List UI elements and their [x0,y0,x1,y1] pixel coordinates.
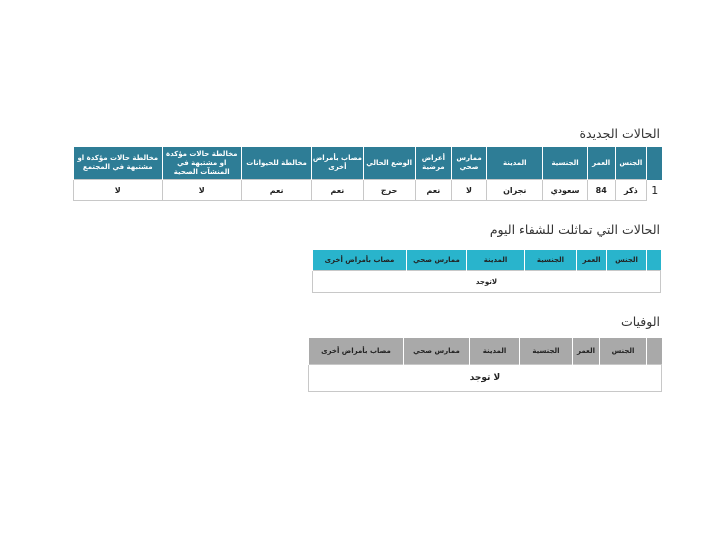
header-health-practitioner: ممارس صحي [407,250,467,271]
deaths-table [308,338,662,392]
cell-gender: ذكر [615,180,646,201]
header-age: العمر [587,147,615,180]
index-header [647,338,662,365]
cell-current-status: حرج [363,180,415,201]
header-health-practitioner: ممارس صحي [404,338,470,365]
header-age: العمر [573,338,600,365]
new-cases-header-row [74,147,663,180]
cell-other-diseases: نعم [312,180,363,201]
header-community-contact: مخالطة حالات مؤكدة او مشتبهة في المجتمع [74,147,163,180]
header-other-diseases: مصاب بأمراض أخرى [309,338,404,365]
header-gender: الجنس [615,147,646,180]
header-city: المدينة [467,250,525,271]
header-other-diseases: مصاب بأمراض أخرى [313,250,407,271]
new-cases-table [73,147,663,201]
cell-facility-contact: لا [162,180,241,201]
row-index: 1 [651,183,659,197]
header-facility-contact: مخالطة حالات مؤكدة او مشتبهة في المنشآت الصحية [162,147,241,180]
cell-nationality: سعودي [543,180,587,201]
header-nationality: الجنسية [520,338,573,365]
recovered-table [312,250,661,293]
header-health-practitioner: ممارس صحي [451,147,486,180]
header-city: المدينة [487,147,543,180]
table-row [309,365,662,392]
table-row [313,271,661,293]
index-header [646,147,662,180]
header-nationality: الجنسية [525,250,577,271]
header-city: المدينة [470,338,520,365]
empty-message: لاتوجد [313,271,661,293]
header-animal-contact: مخالطة للحيوانات [241,147,311,180]
header-current-status: الوضع الحالي [363,147,415,180]
cell-animal-contact: نعم [241,180,311,201]
header-gender: الجنس [600,338,647,365]
table-row [74,180,663,201]
header-nationality: الجنسية [543,147,587,180]
recovered-title: الحالات التي تماثلت للشفاء اليوم [489,222,660,237]
header-gender: الجنس [607,250,647,271]
cell-community-contact: لا [74,180,163,201]
deaths-header-row [309,338,662,365]
header-symptoms: أعراض مرضية [415,147,451,180]
header-other-diseases: مصاب بأمراض أخرى [312,147,363,180]
deaths-title: الوفيات [620,314,660,329]
new-cases-title: الحالات الجديدة [579,126,660,141]
header-age: العمر [577,250,607,271]
cell-health-practitioner: لا [451,180,486,201]
recovered-header-row [313,250,661,271]
cell-city: نجران [487,180,543,201]
empty-message: لا توجد [309,365,662,392]
cell-age: 84 [587,180,615,201]
cell-symptoms: نعم [415,180,451,201]
index-header [647,250,661,271]
